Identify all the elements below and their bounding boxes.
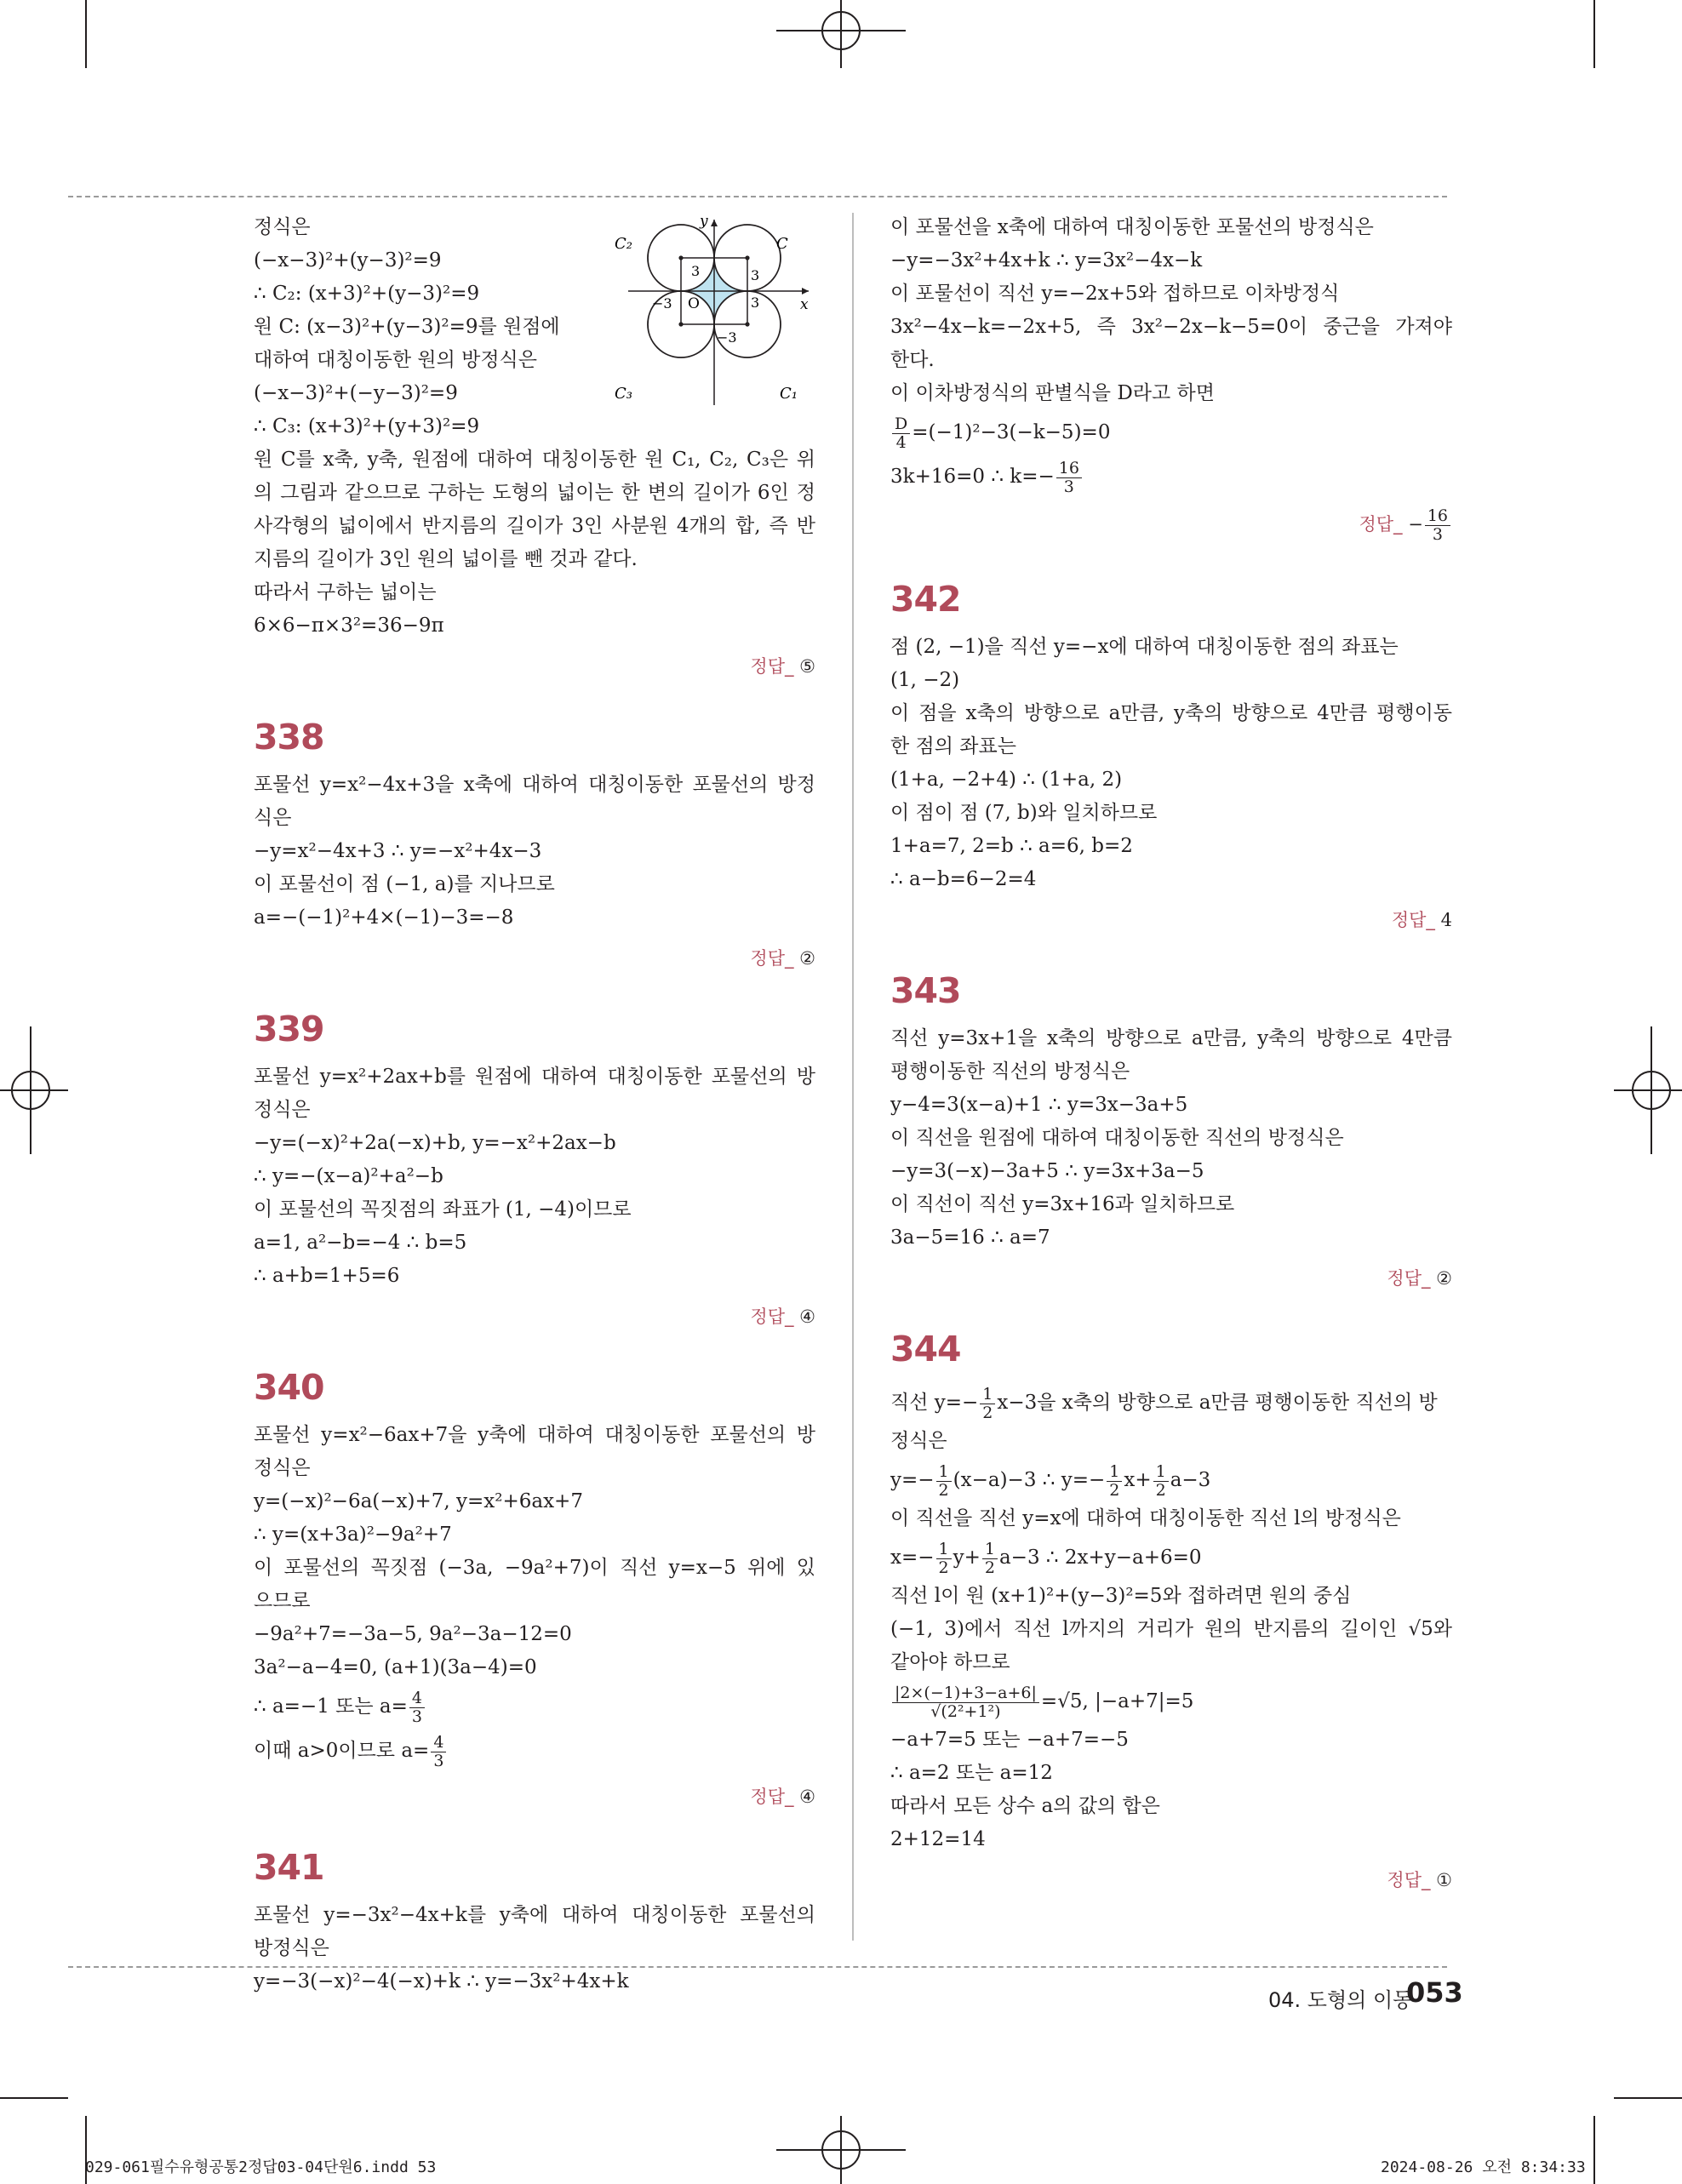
crop-mark [85,0,87,68]
answer-line [254,1301,815,1332]
text-run: 3k+16=0 ∴ k=− [890,466,1055,488]
crop-mark [1593,2116,1595,2184]
answer-value: ① [1436,1870,1452,1890]
fraction [1056,460,1082,496]
solution-line: (−1, 3)에서 직선 l까지의 거리가 원의 반지름의 길이인 √5와 [890,1618,1452,1640]
label-three-x: 3 [751,267,760,283]
solution-line: −y=x²−4x+3 ∴ y=−x²+4x−3 [254,840,542,862]
solution-line [890,1679,1452,1724]
right-column [890,211,1452,1895]
solution-line: ∴ C₃: (x+3)²+(y+3)²=9 [254,415,480,437]
solution-line: 점 (2, −1)을 직선 y=−x에 대하여 대칭이동한 점의 좌표는 [890,636,1399,658]
label-c2: C₂ [615,235,632,253]
solution-line: −a+7=5 또는 −a+7=−5 [890,1729,1129,1751]
solution-line: 평행이동한 직선의 방정식은 [890,1061,1130,1083]
problem-number: 340 [254,1367,324,1408]
fraction [982,1541,998,1577]
numerator: 1 [982,1541,998,1559]
answer-label: 정답_ [750,1306,794,1327]
text-run: 이때 a>0이므로 a= [254,1740,430,1762]
answer-label: 정답_ [1387,1870,1431,1890]
text-run: 직선 y=− [890,1392,979,1414]
y-axis-label: y [700,214,708,230]
solution-line: 정식은 [254,216,311,238]
numerator: |2×(−1)+3−a+6| [892,1684,1039,1703]
solution-line: 직선 y=3x+1을 x축의 방향으로 a만큼, y축의 방향으로 4만큼 [890,1027,1452,1049]
solution-line: ∴ a=2 또는 a=12 [890,1762,1053,1784]
chapter-title: 04. 도형의 이동 [1268,1988,1413,2012]
numerator: 4 [431,1734,446,1752]
solution-line: 이 이차방정식의 판별식을 D라고 하면 [890,382,1215,404]
crop-mark [0,2097,68,2099]
crop-mark [1593,0,1595,68]
registration-mark-bottom [776,2116,906,2184]
solution-line: 지름의 길이가 3인 원의 넓이를 뺀 것과 같다. [254,548,638,570]
solution-line: 같아야 하므로 [890,1651,1010,1673]
solution-line [254,1729,815,1773]
solution-line: 으므로 [254,1590,311,1612]
fraction [409,1689,425,1726]
solution-line: 이 직선을 직선 y=x에 대하여 대칭이동한 직선 l의 방정식은 [890,1507,1401,1529]
solution-line [890,1458,1452,1502]
problem-number: 342 [890,579,961,620]
solution-line: −9a²+7=−3a−5, 9a²−3a−12=0 [254,1623,572,1645]
numerator: 1 [980,1386,995,1404]
problem-341-continued [890,211,1452,410]
numerator: 1 [1153,1463,1169,1482]
solution-line: a=1, a²−b=−4 ∴ b=5 [254,1232,467,1254]
answer-value: ② [1436,1268,1452,1289]
denominator: 2 [938,1558,949,1577]
answer-line [890,1263,1452,1294]
solution-line: 포물선 y=x²−4x+3을 x축에 대하여 대칭이동한 포물선의 방정 [254,774,815,796]
solution-line: 이 직선이 직선 y=3x+16과 일치하므로 [890,1193,1235,1215]
solution-line: 이 직선을 원점에 대하여 대칭이동한 직선의 방정식은 [890,1127,1344,1149]
solution-line: (1, −2) [890,669,960,691]
solution-line: 이 포물선이 점 (−1, a)를 지나므로 [254,873,555,895]
answer-label: 정답_ [750,948,794,969]
text-run: =√5, |−a+7|=5 [1040,1690,1194,1712]
problem-342-solution [890,631,1452,896]
answer-line [254,651,815,682]
answer-line [890,507,1452,544]
solution-line [890,1535,1452,1580]
fraction [936,1541,952,1577]
solution-line: 원 C: (x−3)²+(y−3)²=9를 원점에 [254,316,560,338]
answer-label: 정답_ [750,1787,794,1807]
numerator: 1 [936,1463,952,1482]
solution-line: 1+a=7, 2=b ∴ a=6, b=2 [890,835,1133,857]
problem-338-solution [254,769,815,935]
solution-line: −y=−3x²+4x+k ∴ y=3x²−4x−k [890,249,1203,272]
problem-344-solution-b [890,1580,1452,1679]
numerator: 4 [409,1689,425,1708]
answer-value: ④ [799,1787,815,1807]
solution-line: 정식은 [254,1099,311,1121]
fraction [1153,1463,1169,1500]
problem-343-solution [890,1022,1452,1255]
text-run: (x−a)−3 ∴ y=− [953,1469,1106,1491]
denominator: 3 [433,1751,444,1770]
text-run: y=− [890,1469,935,1491]
solution-line: 이 점을 x축의 방향으로 a만큼, y축의 방향으로 4만큼 평행이동 [890,702,1452,724]
denominator: 2 [982,1403,993,1422]
registration-mark-right [1614,1026,1682,1154]
solution-line: 한 점의 좌표는 [890,735,1016,758]
date-slug: 2024-08-26 오전 8:34:33 [1381,2158,1586,2176]
answer-line [890,1865,1452,1895]
crop-mark [1614,2097,1682,2099]
answer-line [254,943,815,974]
solution-line: ∴ y=(x+3a)²−9a²+7 [254,1524,452,1546]
solution-line: 대하여 대칭이동한 원의 방정식은 [254,349,537,371]
solution-line: 3a−5=16 ∴ a=7 [890,1226,1050,1249]
denominator: 4 [895,432,907,452]
solution-line: ∴ C₂: (x+3)²+(y−3)²=9 [254,283,480,305]
solution-line: 6×6−π×3²=36−9π [254,615,444,637]
fraction [892,1684,1039,1721]
column-divider [852,213,854,1941]
fraction [980,1386,995,1422]
text-run: a−3 ∴ 2x+y−a+6=0 [998,1547,1202,1569]
solution-line: 따라서 구하는 넓이는 [254,581,437,603]
solution-line: 이 포물선의 꼭짓점 (−3a, −9a²+7)이 직선 y=x−5 위에 있 [254,1557,815,1579]
solution-line: 식은 [254,807,292,829]
solution-line: 포물선 y=x²+2ax+b를 원점에 대하여 대칭이동한 포물선의 방 [254,1066,815,1088]
solution-line: 정식은 [254,1457,311,1479]
problem-number: 343 [890,970,961,1011]
text-run: a−3 [1170,1469,1211,1491]
solution-line [890,455,1452,499]
left-column [254,211,815,1998]
fraction [892,415,910,452]
text-run: x=− [890,1547,935,1569]
denominator: 2 [1155,1480,1166,1500]
denominator: √(2²+1²) [930,1701,1001,1721]
solution-line: (−x−3)²+(−y−3)²=9 [254,382,458,404]
label-neg-three-x: −3 [652,295,672,312]
file-slug: 029-061필수유형공통2정답03-04단원6.indd 53 [85,2158,437,2176]
solution-line: 포물선 y=x²−6ax+7을 y축에 대하여 대칭이동한 포물선의 방 [254,1424,815,1446]
label-three-right: 3 [751,294,760,311]
problem-number: 344 [890,1329,961,1369]
solution-line: −y=(−x)²+2a(−x)+b, y=−x²+2ax−b [254,1132,616,1154]
label-c3: C₃ [615,385,632,403]
denominator: 3 [1432,525,1443,544]
problem-number: 339 [254,1009,324,1049]
answer-value: ② [799,948,815,969]
solution-line: 사각형의 넓이에서 반지름의 길이가 3인 사분원 4개의 합, 즉 반 [254,515,815,537]
solution-line [890,410,1452,455]
numerator: 16 [1056,460,1082,478]
numerator: D [892,415,910,434]
solution-line: 정식은 [890,1430,947,1452]
solution-line: 3x²−4x−k=−2x+5, 즉 3x²−2x−k−5=0이 중근을 가져야 [890,316,1452,338]
answer-label: 정답_ [1391,910,1435,930]
solution-line: 3a²−a−4=0, (a+1)(3a−4)=0 [254,1656,537,1678]
origin-label: O [688,295,700,312]
intro-solution [254,211,815,643]
answer-value: − [1408,514,1423,535]
problem-339-solution [254,1061,815,1293]
solution-line: y=(−x)²−6a(−x)+7, y=x²+6ax+7 [254,1490,583,1512]
label-c1: C₁ [780,385,798,403]
text-run: x+ [1124,1469,1152,1491]
denominator: 2 [1109,1480,1120,1500]
problem-341-solution [254,1899,815,1998]
registration-mark-left [0,1026,68,1154]
top-dashed-rule [68,196,1447,197]
text-run: x−3을 x축의 방향으로 a만큼 평행이동한 직선의 방 [997,1392,1438,1414]
fraction [431,1734,446,1770]
label-c: C [776,235,788,253]
text-run: y+ [953,1547,981,1569]
solution-line [254,1684,815,1729]
solution-line: −y=3(−x)−3a+5 ∴ y=3x+3a−5 [890,1160,1204,1182]
solution-line: y−4=3(x−a)+1 ∴ y=3x−3a+5 [890,1094,1188,1116]
page-number: 053 [1406,1976,1463,2009]
answer-value: ⑤ [799,656,815,677]
x-axis-label: x [800,296,809,313]
solution-line: 이 포물선이 직선 y=−2x+5와 접하므로 이차방정식 [890,283,1340,305]
solution-line: 의 그림과 같으므로 구하는 도형의 넓이는 한 변의 길이가 6인 정 [254,482,815,504]
solution-line: 2+12=14 [890,1828,986,1850]
numerator: 1 [1107,1463,1122,1482]
solution-line: (1+a, −2+4) ∴ (1+a, 2) [890,769,1123,791]
numerator: 1 [936,1541,952,1559]
solution-line: a=−(−1)²+4×(−1)−3=−8 [254,906,514,929]
fraction [1425,507,1450,544]
solution-line: 방정식은 [254,1937,329,1959]
answer-label: 정답_ [1387,1268,1431,1289]
answer-value: ④ [799,1306,815,1327]
problem-number: 338 [254,717,324,758]
text-run: =(−1)²−3(−k−5)=0 [912,421,1111,443]
solution-line: 이 포물선을 x축에 대하여 대칭이동한 포물선의 방정식은 [890,216,1374,238]
solution-line: ∴ a+b=1+5=6 [254,1265,400,1287]
answer-line [254,1781,815,1812]
solution-line: 직선 l이 원 (x+1)²+(y−3)²=5와 접하려면 원의 중심 [890,1585,1352,1607]
numerator: 16 [1425,507,1450,526]
fraction [936,1463,952,1500]
solution-line: y=−3(−x)²−4(−x)+k ∴ y=−3x²+4x+k [254,1970,629,1992]
text-run: ∴ a=−1 또는 a= [254,1695,408,1718]
solution-line: (−x−3)²+(y−3)²=9 [254,249,442,272]
solution-line: ∴ a−b=6−2=4 [890,868,1037,890]
denominator: 3 [411,1707,422,1726]
denominator: 2 [984,1558,995,1577]
answer-label: 정답_ [1359,514,1403,535]
solution-line: 한다. [890,349,935,371]
problem-340-solution [254,1419,815,1684]
answer-label: 정답_ [750,656,794,677]
solution-line [890,1381,1452,1425]
label-three-top: 3 [691,263,701,279]
problem-344-solution-c [890,1724,1452,1856]
solution-line: 이 포물선의 꼭짓점의 좌표가 (1, −4)이므로 [254,1198,632,1221]
registration-mark-top [776,0,906,68]
label-neg-three-y: −3 [717,329,737,346]
solution-line: 따라서 모든 상수 a의 값의 합은 [890,1795,1160,1817]
answer-line [890,905,1452,935]
denominator: 3 [1063,477,1074,496]
solution-line: ∴ y=−(x−a)²+a²−b [254,1165,443,1187]
fraction [1107,1463,1122,1500]
solution-line: 포물선 y=−3x²−4x+k를 y축에 대하여 대칭이동한 포물선의 [254,1904,815,1926]
problem-number: 341 [254,1847,324,1888]
solution-line: 이 점이 점 (7, b)와 일치하므로 [890,802,1158,824]
solution-line: 원 C를 x축, y축, 원점에 대하여 대칭이동한 원 C₁, C₂, C₃은 위 [254,449,815,471]
answer-value: 4 [1440,910,1452,930]
denominator: 2 [938,1480,949,1500]
